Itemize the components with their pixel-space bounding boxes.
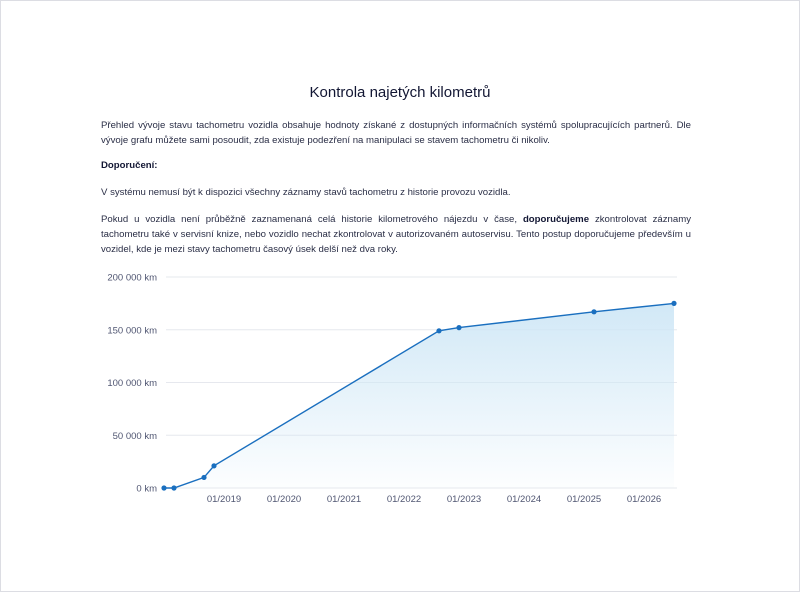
recommend-text-start: Pokud u vozidla není průběžně zaznamenaná celá historie kilometrového nájezdu v čase,: [101, 214, 523, 225]
y-tick-label: 100 000 km: [107, 378, 157, 389]
mileage-chart: [1, 261, 800, 521]
recommend-text-end: zkontrolovat záznamy tachometru také v servisní knize, nebo vozidlo nechat zkontrolovat v autorizovaném autoservisu. Tento postup doporučujeme především u vozidel, kde je mezi stavy tachometru časový úsek delší než dva roky.: [101, 214, 691, 255]
recommend-text-bold: doporučujeme: [522, 214, 590, 225]
data-point: [591, 309, 596, 314]
y-tick-label: 50 000 km: [112, 430, 157, 442]
intro-text: Přehled vývoje stavu tachometru vozidla obsahuje hodnoty získané z dostupných informačních systémů spolupracujících partnerů. Dle vývoje grafu můžete sami posoudit, zda existuje podezření na manipulaci se stavem tachometru či nikoliv.: [101, 120, 691, 146]
note-text: V systému nemusí být k dispozici všechny záznamy stavů tachometru z historie provozu vozidla.: [101, 187, 511, 198]
x-tick-label: 01/2025: [566, 494, 602, 505]
x-tick-label: 01/2023: [446, 494, 482, 505]
y-tick-label: 0 km: [136, 483, 157, 495]
recommend-heading: Doporučení:: [101, 160, 158, 171]
data-point: [201, 475, 206, 480]
y-tick-label: 150 000 km: [107, 325, 157, 337]
data-point: [456, 325, 461, 330]
x-tick-label: 01/2019: [206, 494, 242, 505]
recommend-text: [101, 212, 691, 257]
x-tick-label: 01/2021: [326, 494, 362, 505]
x-tick-label: 01/2024: [506, 494, 542, 505]
x-tick-label: 01/2020: [266, 494, 302, 505]
x-tick-label: 01/2022: [386, 494, 422, 505]
data-point: [671, 301, 676, 306]
x-tick-label: 01/2026: [626, 494, 662, 505]
y-tick-label: 200 000 km: [107, 272, 157, 284]
data-point: [211, 463, 216, 468]
data-point: [171, 485, 176, 490]
page-title: Kontrola najetých kilometrů: [309, 84, 491, 101]
data-point: [436, 328, 441, 333]
data-point: [161, 485, 166, 490]
series-area: [164, 303, 674, 488]
